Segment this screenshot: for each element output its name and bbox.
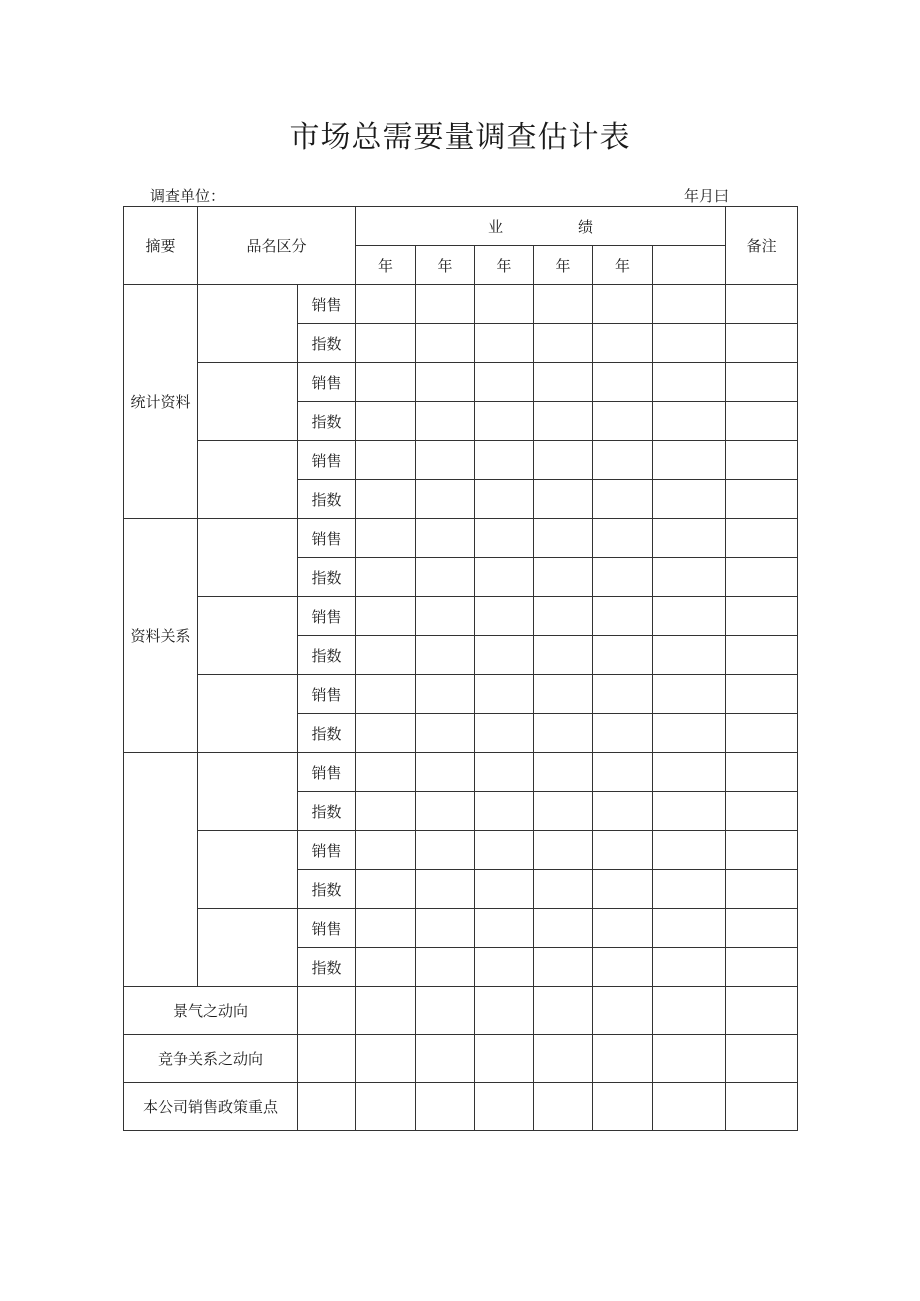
table-row — [124, 909, 798, 948]
table-row — [124, 285, 798, 324]
data-cell[interactable] — [726, 1035, 798, 1083]
data-cell[interactable] — [653, 909, 726, 948]
data-cell[interactable] — [356, 480, 416, 519]
data-cell[interactable] — [653, 558, 726, 597]
data-cell[interactable] — [726, 909, 798, 948]
data-cell[interactable] — [726, 714, 798, 753]
data-cell[interactable] — [534, 987, 593, 1035]
data-cell[interactable] — [593, 558, 653, 597]
row-type-label: 指数 — [298, 870, 356, 909]
data-cell[interactable] — [653, 1083, 726, 1131]
data-cell[interactable] — [593, 831, 653, 870]
data-cell[interactable] — [593, 441, 653, 480]
data-cell[interactable] — [534, 519, 593, 558]
data-cell[interactable] — [416, 285, 475, 324]
data-cell[interactable] — [356, 714, 416, 753]
data-cell[interactable] — [593, 909, 653, 948]
product-name-cell[interactable] — [198, 441, 298, 519]
data-cell[interactable] — [416, 636, 475, 675]
row-type-label: 指数 — [298, 324, 356, 363]
data-cell[interactable] — [416, 948, 475, 987]
row-type-label: 指数 — [298, 402, 356, 441]
data-cell[interactable] — [475, 558, 534, 597]
data-cell[interactable] — [653, 753, 726, 792]
data-cell[interactable] — [593, 402, 653, 441]
date-label: 年月曰 — [684, 187, 730, 205]
data-cell[interactable] — [356, 675, 416, 714]
row-type-label: 销售 — [298, 909, 356, 948]
data-cell[interactable] — [593, 285, 653, 324]
data-cell[interactable] — [475, 987, 534, 1035]
product-name-cell[interactable] — [198, 675, 298, 753]
data-cell[interactable] — [593, 792, 653, 831]
data-cell[interactable] — [726, 636, 798, 675]
data-cell[interactable] — [726, 753, 798, 792]
data-cell[interactable] — [534, 714, 593, 753]
data-cell[interactable] — [593, 636, 653, 675]
data-cell[interactable] — [475, 948, 534, 987]
footer-label: 景气之动向 — [124, 987, 298, 1035]
data-cell[interactable] — [534, 285, 593, 324]
footer-row — [124, 987, 798, 1035]
data-cell[interactable] — [416, 441, 475, 480]
data-cell[interactable] — [534, 870, 593, 909]
data-cell[interactable] — [416, 363, 475, 402]
table-row — [124, 675, 798, 714]
data-cell[interactable] — [416, 714, 475, 753]
data-cell[interactable] — [726, 480, 798, 519]
data-cell[interactable] — [653, 519, 726, 558]
data-cell[interactable] — [593, 480, 653, 519]
data-cell[interactable] — [534, 402, 593, 441]
product-name-cell[interactable] — [198, 363, 298, 441]
row-type-label: 销售 — [298, 753, 356, 792]
data-cell[interactable] — [475, 675, 534, 714]
row-type-label: 指数 — [298, 714, 356, 753]
data-cell[interactable] — [416, 480, 475, 519]
data-cell[interactable] — [593, 714, 653, 753]
data-cell[interactable] — [593, 324, 653, 363]
data-cell[interactable] — [653, 285, 726, 324]
header-year: 年 — [416, 246, 475, 285]
group-label: 统计资料 — [124, 285, 198, 519]
data-cell[interactable] — [534, 441, 593, 480]
data-cell[interactable] — [653, 1035, 726, 1083]
data-cell[interactable] — [416, 597, 475, 636]
data-cell[interactable] — [534, 1083, 593, 1131]
row-type-label: 销售 — [298, 363, 356, 402]
data-cell[interactable] — [356, 441, 416, 480]
data-cell[interactable] — [475, 441, 534, 480]
data-cell[interactable] — [726, 324, 798, 363]
data-cell[interactable] — [534, 831, 593, 870]
header-performance — [356, 207, 726, 246]
product-name-cell[interactable] — [198, 831, 298, 909]
data-cell[interactable] — [653, 831, 726, 870]
data-cell[interactable] — [475, 909, 534, 948]
data-cell[interactable] — [653, 714, 726, 753]
data-cell[interactable] — [726, 558, 798, 597]
data-cell[interactable] — [475, 636, 534, 675]
data-cell[interactable] — [726, 285, 798, 324]
data-cell[interactable] — [475, 285, 534, 324]
group-label: 资料关系 — [124, 519, 198, 753]
product-name-cell[interactable] — [198, 597, 298, 675]
data-cell[interactable] — [534, 948, 593, 987]
data-cell[interactable] — [534, 558, 593, 597]
header-year: 年 — [475, 246, 534, 285]
group-label — [124, 753, 198, 987]
data-cell[interactable] — [356, 909, 416, 948]
data-cell[interactable] — [726, 1083, 798, 1131]
data-cell[interactable] — [475, 519, 534, 558]
data-cell[interactable] — [653, 480, 726, 519]
data-cell[interactable] — [653, 441, 726, 480]
data-cell[interactable] — [653, 948, 726, 987]
data-cell[interactable] — [726, 519, 798, 558]
data-cell[interactable] — [726, 948, 798, 987]
data-cell[interactable] — [356, 285, 416, 324]
data-cell[interactable] — [416, 1083, 475, 1131]
data-cell[interactable] — [356, 519, 416, 558]
table-row — [124, 597, 798, 636]
product-name-cell[interactable] — [198, 519, 298, 597]
row-type-label: 销售 — [298, 519, 356, 558]
data-cell[interactable] — [356, 636, 416, 675]
data-cell[interactable] — [416, 870, 475, 909]
data-cell[interactable] — [593, 675, 653, 714]
data-cell[interactable] — [416, 519, 475, 558]
data-cell[interactable] — [593, 1083, 653, 1131]
table-row — [124, 441, 798, 480]
data-cell[interactable] — [416, 909, 475, 948]
data-cell[interactable] — [726, 792, 798, 831]
data-cell[interactable] — [593, 519, 653, 558]
page-title: 市场总需要量调查估计表 — [289, 120, 631, 155]
table-row — [124, 753, 798, 792]
data-cell[interactable] — [534, 1035, 593, 1083]
data-cell[interactable] — [356, 792, 416, 831]
data-cell[interactable] — [534, 324, 593, 363]
data-cell[interactable] — [298, 1083, 356, 1131]
data-cell[interactable] — [475, 363, 534, 402]
data-cell[interactable] — [416, 324, 475, 363]
data-cell[interactable] — [653, 792, 726, 831]
data-cell[interactable] — [475, 1035, 534, 1083]
row-type-label: 指数 — [298, 948, 356, 987]
product-name-cell[interactable] — [198, 753, 298, 831]
data-cell[interactable] — [416, 792, 475, 831]
data-cell[interactable] — [356, 987, 416, 1035]
table-row — [124, 363, 798, 402]
data-cell[interactable] — [593, 753, 653, 792]
row-type-label: 销售 — [298, 675, 356, 714]
row-type-label: 指数 — [298, 558, 356, 597]
data-cell[interactable] — [593, 363, 653, 402]
data-cell[interactable] — [356, 1083, 416, 1131]
data-cell[interactable] — [653, 324, 726, 363]
row-type-label: 销售 — [298, 831, 356, 870]
data-cell[interactable] — [593, 987, 653, 1035]
data-cell[interactable] — [356, 948, 416, 987]
data-cell[interactable] — [534, 753, 593, 792]
header-performance-char-1: 业 — [488, 217, 504, 236]
data-cell[interactable] — [593, 870, 653, 909]
data-cell[interactable] — [475, 597, 534, 636]
product-name-cell[interactable] — [198, 285, 298, 363]
survey-unit-label: 调查单位： — [150, 187, 226, 205]
header-performance-char-2: 绩 — [578, 217, 594, 236]
header-year: 年 — [593, 246, 653, 285]
data-cell[interactable] — [475, 1083, 534, 1131]
data-cell[interactable] — [593, 597, 653, 636]
footer-row — [124, 1083, 798, 1131]
data-cell[interactable] — [416, 558, 475, 597]
data-cell[interactable] — [356, 1035, 416, 1083]
data-cell[interactable] — [653, 870, 726, 909]
data-cell[interactable] — [726, 402, 798, 441]
data-cell[interactable] — [356, 753, 416, 792]
data-cell[interactable] — [416, 1035, 475, 1083]
row-type-label: 销售 — [298, 441, 356, 480]
data-cell[interactable] — [416, 753, 475, 792]
data-cell[interactable] — [356, 558, 416, 597]
product-name-cell[interactable] — [198, 909, 298, 987]
header-year: 年 — [356, 246, 416, 285]
data-cell[interactable] — [298, 1035, 356, 1083]
data-cell[interactable] — [726, 675, 798, 714]
data-cell[interactable] — [416, 402, 475, 441]
data-cell[interactable] — [726, 987, 798, 1035]
data-cell[interactable] — [356, 363, 416, 402]
data-cell[interactable] — [416, 831, 475, 870]
data-cell[interactable] — [653, 402, 726, 441]
data-cell[interactable] — [475, 714, 534, 753]
data-cell[interactable] — [475, 831, 534, 870]
data-cell[interactable] — [475, 480, 534, 519]
data-cell[interactable] — [534, 792, 593, 831]
data-cell[interactable] — [653, 363, 726, 402]
data-cell[interactable] — [356, 402, 416, 441]
data-cell[interactable] — [593, 948, 653, 987]
data-cell[interactable] — [356, 870, 416, 909]
data-cell[interactable] — [356, 831, 416, 870]
data-cell[interactable] — [653, 636, 726, 675]
data-cell[interactable] — [653, 597, 726, 636]
footer-label: 本公司销售政策重点 — [124, 1083, 298, 1131]
data-cell[interactable] — [726, 831, 798, 870]
data-cell[interactable] — [475, 870, 534, 909]
data-cell[interactable] — [298, 987, 356, 1035]
data-cell[interactable] — [534, 480, 593, 519]
data-cell[interactable] — [475, 792, 534, 831]
table-row — [124, 831, 798, 870]
row-type-label: 销售 — [298, 285, 356, 324]
data-cell[interactable] — [356, 324, 416, 363]
row-type-label: 指数 — [298, 636, 356, 675]
data-cell[interactable] — [653, 675, 726, 714]
header-remarks: 备注 — [726, 207, 798, 285]
row-type-label: 指数 — [298, 792, 356, 831]
data-cell[interactable] — [726, 363, 798, 402]
data-cell[interactable] — [534, 363, 593, 402]
data-cell[interactable] — [726, 597, 798, 636]
data-cell[interactable] — [653, 987, 726, 1035]
header-year: 年 — [534, 246, 593, 285]
data-cell[interactable] — [475, 402, 534, 441]
header-year — [653, 246, 726, 285]
table-row — [124, 519, 798, 558]
data-cell[interactable] — [475, 324, 534, 363]
footer-row — [124, 1035, 798, 1083]
survey-table — [123, 206, 798, 1131]
data-cell[interactable] — [416, 987, 475, 1035]
row-type-label: 指数 — [298, 480, 356, 519]
data-cell[interactable] — [475, 753, 534, 792]
data-cell[interactable] — [726, 870, 798, 909]
data-cell[interactable] — [534, 909, 593, 948]
footer-label: 竞争关系之动向 — [124, 1035, 298, 1083]
header-product: 品名区分 — [198, 207, 356, 285]
data-cell[interactable] — [534, 597, 593, 636]
data-cell[interactable] — [534, 636, 593, 675]
data-cell[interactable] — [416, 675, 475, 714]
data-cell[interactable] — [534, 675, 593, 714]
data-cell[interactable] — [593, 1035, 653, 1083]
row-type-label: 销售 — [298, 597, 356, 636]
data-cell[interactable] — [726, 441, 798, 480]
data-cell[interactable] — [356, 597, 416, 636]
header-summary: 摘要 — [124, 207, 198, 285]
